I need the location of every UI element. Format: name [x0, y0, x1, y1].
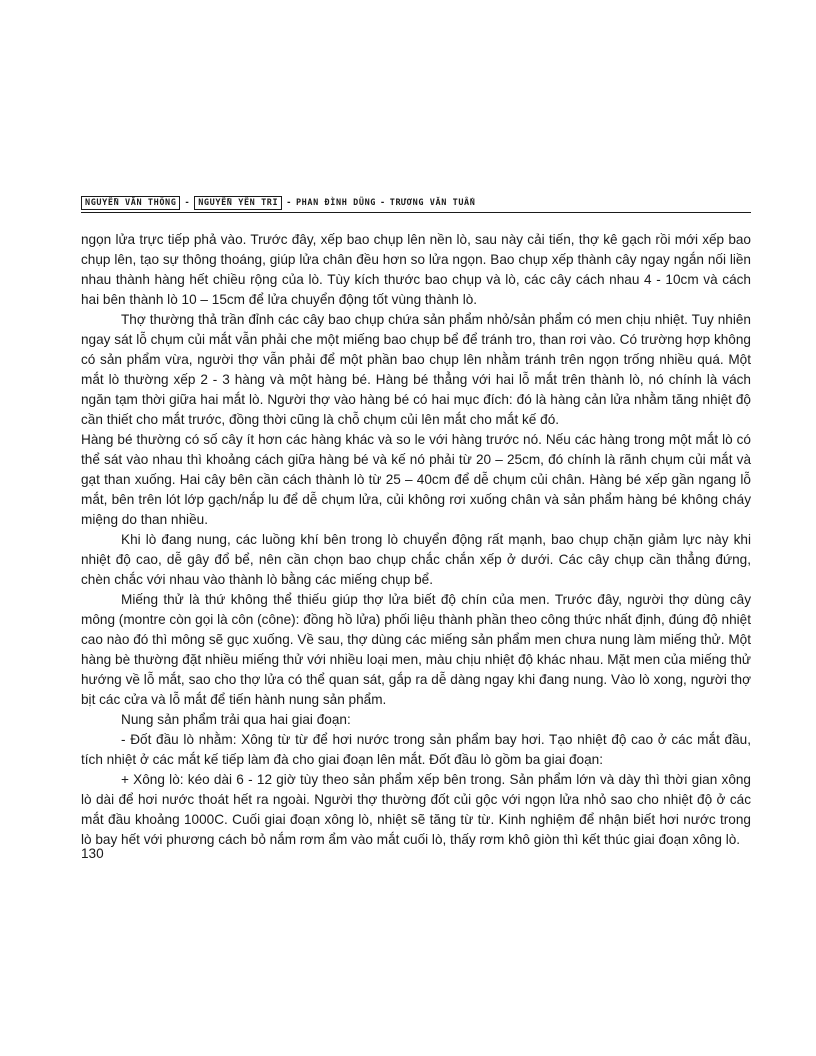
header-author-1: NGUYỄN VĂN THÔNG	[81, 196, 180, 210]
paragraph: Nung sản phẩm trải qua hai giai đoạn:	[121, 712, 351, 727]
header-separator: -	[286, 198, 292, 208]
paragraph: Khi lò đang nung, các luồng khí bên trong lò chuyển động rất mạnh, bao chụp chặn giảm lực này khi nhiệt độ cao, dễ gây đổ bể, nên cần chọn bao chụp chắc chắn xếp ở dưới. Các cây chụp cần thẳng đứng, chèn chắc với nhau vào thành lò bằng các miếng chụp bể.	[81, 532, 751, 587]
paragraph: Thợ thường thả trần đỉnh các cây bao chụp chứa sản phẩm nhỏ/sản phẩm có men chịu nhiệt. Tuy nhiên ngay sát lỗ chụm củi mắt vẫn phải che một miếng bao chụp bể để tránh tro, than rơi vào. Có trường hợp không có sản phẩm vừa, người thợ vẫn phải để một phần bao chụp lên nhằm tránh trên ngọn trống nhiều quá. Một mắt lò thường xếp 2 - 3 hàng và một hàng bé. Hàng bé thẳng với hai lỗ mắt trên thành lò, nó chính là vách ngăn tạm thời giữa hai mắt lò. Người thợ vào hàng bé có hai mục đích: đó là hàng cản lửa nhằm tăng nhiệt độ cần thiết cho mắt trước, đồng thời cũng là chỗ chụm củi lên mắt cho mắt kế đó.	[81, 312, 751, 427]
header-rule	[81, 212, 751, 213]
body-text	[81, 230, 751, 850]
header-author-3: PHAN ĐÌNH DŨNG	[295, 198, 377, 208]
paragraph: + Xông lò: kéo dài 6 - 12 giờ tùy theo sản phẩm xếp bên trong. Sản phẩm lớn và dày thì thời gian xông lò dài để hơi nước thoát hết ra ngoài. Người thợ thường đốt củi gộc với ngọn lửa nhỏ sao cho nhiệt độ ở các mắt đầu khoảng 1000C. Cuối giai đoạn xông lò, nhiệt sẽ tăng từ từ. Kinh nghiệm để nhận biết hơi nước trong lò bay hết với phương cách bỏ nắm rơm ẩm vào mắt cuối lò, thấy rơm khô giòn thì kết thúc giai đoạn xông lò.	[81, 772, 751, 847]
paragraph: - Đốt đầu lò nhằm: Xông từ từ để hơi nước trong sản phẩm bay hơi. Tạo nhiệt độ cao ở các mắt đầu, tích nhiệt ở các mắt kế tiếp làm đà cho giai đoạn lên mắt. Đốt đầu lò gồm ba giai đoạn:	[81, 732, 751, 767]
header-author-2: NGUYỄN YÊN TRI	[194, 196, 282, 210]
header-author-4: TRƯƠNG VĂN TUẤN	[389, 198, 476, 208]
paragraph: ngọn lửa trực tiếp phả vào. Trước đây, xếp bao chụp lên nền lò, sau này cải tiến, thợ kê gạch rồi mới xếp bao chụp lên, tạo sự thông thoáng, giúp lửa chân đều hơn so lửa ngọn. Bao chụp xếp thành cây ngay ngắn nối liền nhau thành hàng hết chiều rộng của lò. Tùy kích thước bao chụp và lò, các cây cách nhau 4 - 10cm và cách hai bên thành lò 10 – 15cm để lửa chuyển động tốt vùng thành lò.	[81, 232, 751, 307]
page-number: 130	[81, 846, 104, 861]
paragraph: Miếng thử là thứ không thể thiếu giúp thợ lửa biết độ chín của men. Trước đây, người thợ dùng cây mông (montre còn gọi là côn (cône): đồng hồ lửa) phối liệu thành phần theo công thức nhất định, đúng độ nhiệt cao nào đó thì mông sẽ gục xuống. Về sau, thợ dùng các miếng sản phẩm men chưa nung làm miếng thử. Một hàng bè thường đặt nhiều miếng thử với nhiều loại men, màu chịu nhiệt độ khác nhau. Mặt men của miếng thử hướng về lỗ mắt, sao cho thợ lửa có thể quan sát, gắp ra dễ dàng ngay khi đang nung. Vào lò xong, người thợ bịt các cửa và lỗ mắt để tiến hành nung sản phẩm.	[81, 592, 751, 707]
running-header	[81, 194, 751, 212]
header-separator: -	[380, 198, 386, 208]
header-separator: -	[184, 198, 191, 208]
paragraph: Hàng bé thường có số cây ít hơn các hàng khác và so le với hàng trước nó. Nếu các hàng trong một mắt lò có thể sát vào nhau thì khoảng cách giữa hàng bé và kế nó phải từ 20 – 25cm, đó chính là rãnh chụm củi mắt và gạt than xuống. Hai cây bên cần cách thành lò từ 25 – 40cm để dễ chụm củi chân. Hàng bé xếp gần ngang lỗ mắt, bên trên lót lớp gạch/nắp lu để dễ chụm lửa, củi không rơi xuống chân và sản phẩm hàng bé không cháy miệng do than nhiều.	[81, 432, 751, 527]
